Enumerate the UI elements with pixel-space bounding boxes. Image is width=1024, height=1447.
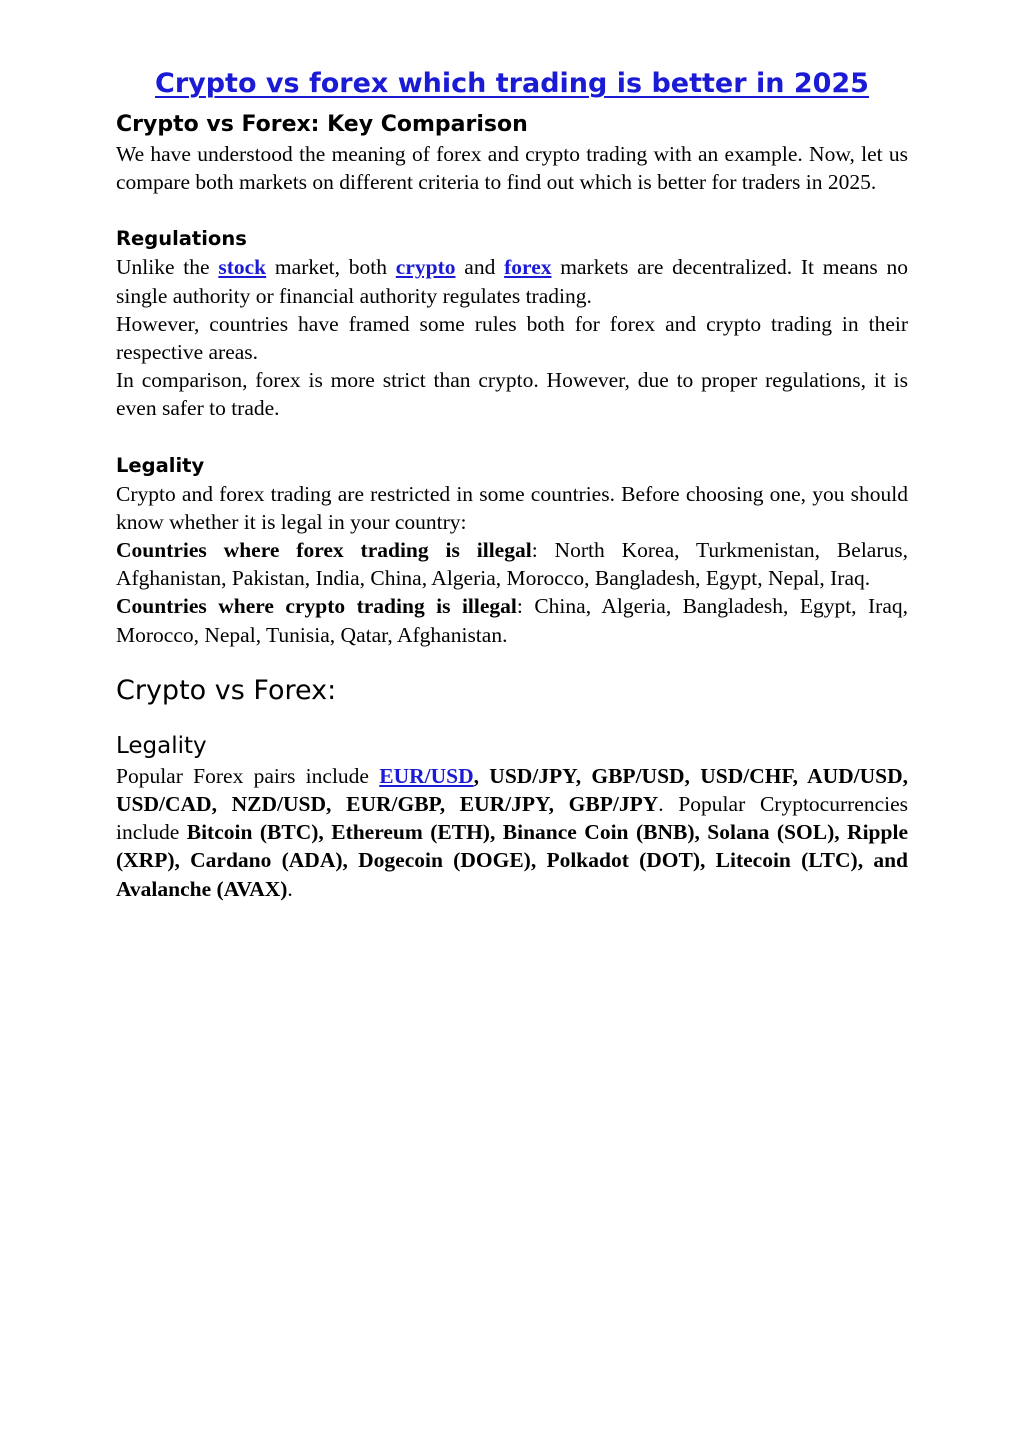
text-run: . Popular Cryptocurrencies include	[116, 792, 908, 845]
forex-link[interactable]: forex	[504, 255, 552, 280]
forex-illegal-label: Countries where forex trading is illegal	[116, 538, 532, 563]
spacer	[116, 649, 908, 673]
text-run: Popular Forex pairs include	[116, 763, 380, 788]
text-run: and	[455, 255, 505, 280]
regulations-heading: Regulations	[116, 227, 247, 251]
legality-subheading: Legality	[116, 732, 207, 759]
legality-intro: Crypto and forex trading are restricted in some countries. Before choosing one, you should know whether it is legal in your country:	[116, 481, 908, 534]
crypto-link[interactable]: crypto	[395, 255, 456, 280]
crypto-illegal-list: : China, Algeria, Bangladesh, Egypt, Iraq, Morocco, Nepal, Tunisia, Qatar, Afghanistan.	[116, 594, 908, 647]
stock-link[interactable]: stock	[218, 255, 267, 280]
forex-illegal-list: : North Korea, Turkmenistan, Belarus, Afghanistan, Pakistan, India, China, Algeria, Morocco, Bangladesh, Egypt, Nepal, Iraq.	[116, 538, 908, 591]
document-page	[116, 62, 908, 903]
text-run: Unlike the	[116, 255, 219, 280]
crypto-list: Bitcoin (BTC), Ethereum (ETH), Binance Coin (BNB), Solana (SOL), Ripple (XRP), Cardano (ADA), Dogecoin (DOGE), Polkadot (DOT), Litecoin (LTC), and Avalanche (AVAX)	[116, 820, 908, 901]
text-run: markets are decentralized. It means no single authority or financial authority regulates trading.	[116, 255, 909, 308]
text-run: market, both	[266, 255, 396, 280]
forex-illegal-countries	[116, 536, 908, 592]
title-link[interactable]: Crypto vs forex which trading is better in 2025	[155, 68, 869, 99]
regulations-paragraph-2: However, countries have framed some rules both for forex and crypto trading in their respective areas.	[116, 311, 908, 365]
key-comparison-intro: We have understood the meaning of forex and crypto trading with an example. Now, let us compare both markets on different criteria to find out which is better for traders in 2025.	[116, 142, 908, 195]
spacer	[116, 196, 908, 224]
regulations-paragraph-3: In comparison, forex is more strict than crypto. However, due to proper regulations, it is even safer to trade.	[116, 368, 908, 421]
crypto-illegal-label: Countries where crypto trading is illegal	[116, 594, 517, 619]
spacer	[116, 423, 908, 451]
page-title	[116, 62, 908, 106]
key-comparison-heading: Crypto vs Forex: Key Comparison	[116, 112, 528, 137]
forex-pairs-list: , USD/JPY, GBP/USD, USD/CHF, AUD/USD, USD/CAD, NZD/USD, EUR/GBP, EUR/JPY, GBP/JPY	[116, 763, 909, 817]
popular-pairs-paragraph	[116, 762, 908, 903]
text-run: .	[287, 876, 293, 901]
eur-usd-link[interactable]: EUR/USD	[379, 763, 474, 788]
crypto-illegal-countries	[116, 592, 908, 648]
regulations-paragraph-1	[116, 253, 908, 309]
crypto-vs-forex-heading: Crypto vs Forex:	[116, 674, 337, 706]
spacer	[116, 709, 908, 731]
legality-heading: Legality	[116, 453, 205, 477]
